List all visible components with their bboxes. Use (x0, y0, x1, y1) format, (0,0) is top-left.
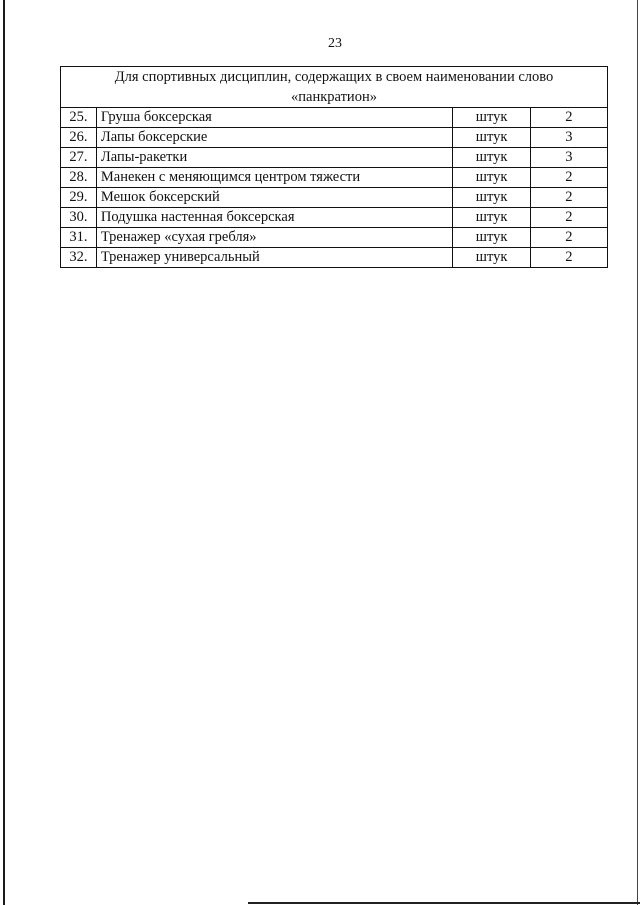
quantity: 2 (530, 188, 607, 208)
unit: штук (453, 228, 530, 248)
row-number: 32. (61, 248, 97, 268)
unit: штук (453, 248, 530, 268)
item-name: Подушка настенная боксерская (96, 208, 452, 228)
unit: штук (453, 168, 530, 188)
quantity: 3 (530, 148, 607, 168)
row-number: 27. (61, 148, 97, 168)
item-name: Тренажер «сухая гребля» (96, 228, 452, 248)
scan-border-bottom (248, 902, 640, 904)
equipment-table-body (61, 67, 608, 268)
table-row (61, 168, 608, 188)
table-row (61, 128, 608, 148)
item-name: Манекен с меняющимся центром тяжести (96, 168, 452, 188)
table-row (61, 228, 608, 248)
quantity: 2 (530, 108, 607, 128)
scan-border-right (637, 0, 638, 905)
row-number: 26. (61, 128, 97, 148)
table-row (61, 188, 608, 208)
scan-border-left (3, 0, 5, 905)
table-row (61, 148, 608, 168)
quantity: 2 (530, 168, 607, 188)
quantity: 2 (530, 208, 607, 228)
item-name: Лапы боксерские (96, 128, 452, 148)
row-number: 29. (61, 188, 97, 208)
unit: штук (453, 108, 530, 128)
item-name: Мешок боксерский (96, 188, 452, 208)
row-number: 31. (61, 228, 97, 248)
section-header (61, 67, 608, 108)
equipment-table (60, 66, 608, 268)
page-number: 23 (328, 36, 342, 51)
item-name: Лапы-ракетки (96, 148, 452, 168)
unit: штук (453, 128, 530, 148)
table-row (61, 248, 608, 268)
row-number: 30. (61, 208, 97, 228)
row-number: 28. (61, 168, 97, 188)
quantity: 2 (530, 228, 607, 248)
quantity: 2 (530, 248, 607, 268)
item-name: Тренажер универсальный (96, 248, 452, 268)
section-header-line2: «панкратион» (291, 89, 377, 105)
unit: штук (453, 148, 530, 168)
section-header-row (61, 67, 608, 108)
table-row (61, 108, 608, 128)
unit: штук (453, 208, 530, 228)
unit: штук (453, 188, 530, 208)
section-header-line1: Для спортивных дисциплин, содержащих в своем наименовании слово (114, 69, 554, 85)
item-name: Груша боксерская (96, 108, 452, 128)
quantity: 3 (530, 128, 607, 148)
table-row (61, 208, 608, 228)
row-number: 25. (61, 108, 97, 128)
